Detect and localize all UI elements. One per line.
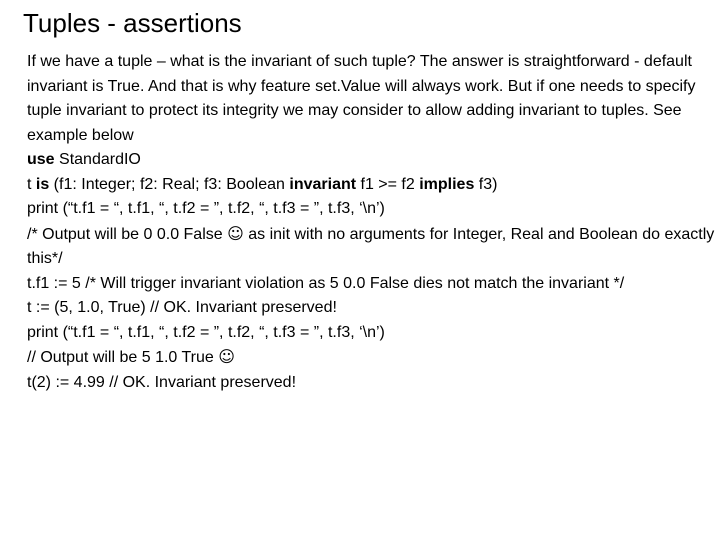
keyword-implies: implies xyxy=(419,175,475,193)
smiley-icon: ☺ xyxy=(218,347,235,366)
code-line-print-1: print (“t.f1 = “, t.f1, “, t.f2 = ”, t.f2, “, t.f3 = ”, t.f3, ‘\n’) xyxy=(27,200,385,217)
code-line-print-2: print (“t.f1 = “, t.f1, “, t.f2 = ”, t.f2, “, t.f3 = ”, t.f3, ‘\n’) xyxy=(27,323,385,341)
code-text: /* Output will be 0 0.0 False xyxy=(27,225,228,243)
code-line-output-comment-1 xyxy=(27,222,715,272)
code-line-assign-tuple: t := (5, 1.0, True) // OK. Invariant preserved! xyxy=(27,299,337,316)
keyword-is: is xyxy=(35,175,50,193)
code-text: f1 >= f2 xyxy=(356,175,420,193)
code-line-assign-f1: t.f1 := 5 /* Will trigger invariant violation as 5 0.0 False dies not match the invariant */ xyxy=(27,274,625,292)
code-text: t xyxy=(27,175,36,193)
code-line-tuple-declaration xyxy=(27,173,715,198)
code-line-use xyxy=(27,148,715,173)
code-text: (f1: Integer; f2: Real; f3: Boolean xyxy=(49,175,290,193)
keyword-invariant: invariant xyxy=(289,175,357,193)
code-text: f3) xyxy=(474,175,498,193)
code-text: // Output will be 5 1.0 True xyxy=(27,349,219,366)
slide-title: Tuples - assertions xyxy=(23,8,242,38)
code-line-output-comment-2 xyxy=(27,345,715,371)
smiley-icon: ☺ xyxy=(227,223,244,243)
code-line-assign-index: t(2) := 4.99 // OK. Invariant preserved! xyxy=(27,373,297,391)
keyword-use: use xyxy=(27,151,55,168)
code-text: StandardIO xyxy=(54,151,141,168)
code-text: as init with no arguments for Integer, Real and Boolean do exactly this*/ xyxy=(27,225,715,267)
slide-body xyxy=(27,50,715,395)
intro-paragraph: If we have a tuple – what is the invariant of such tuple? The answer is straightforward - default invariant is True. And that is why feature set.Value will always work. But if one needs to specify tuple invariant to protect its integrity we may consider to allow adding invariant to tuples. See example below xyxy=(27,53,696,144)
